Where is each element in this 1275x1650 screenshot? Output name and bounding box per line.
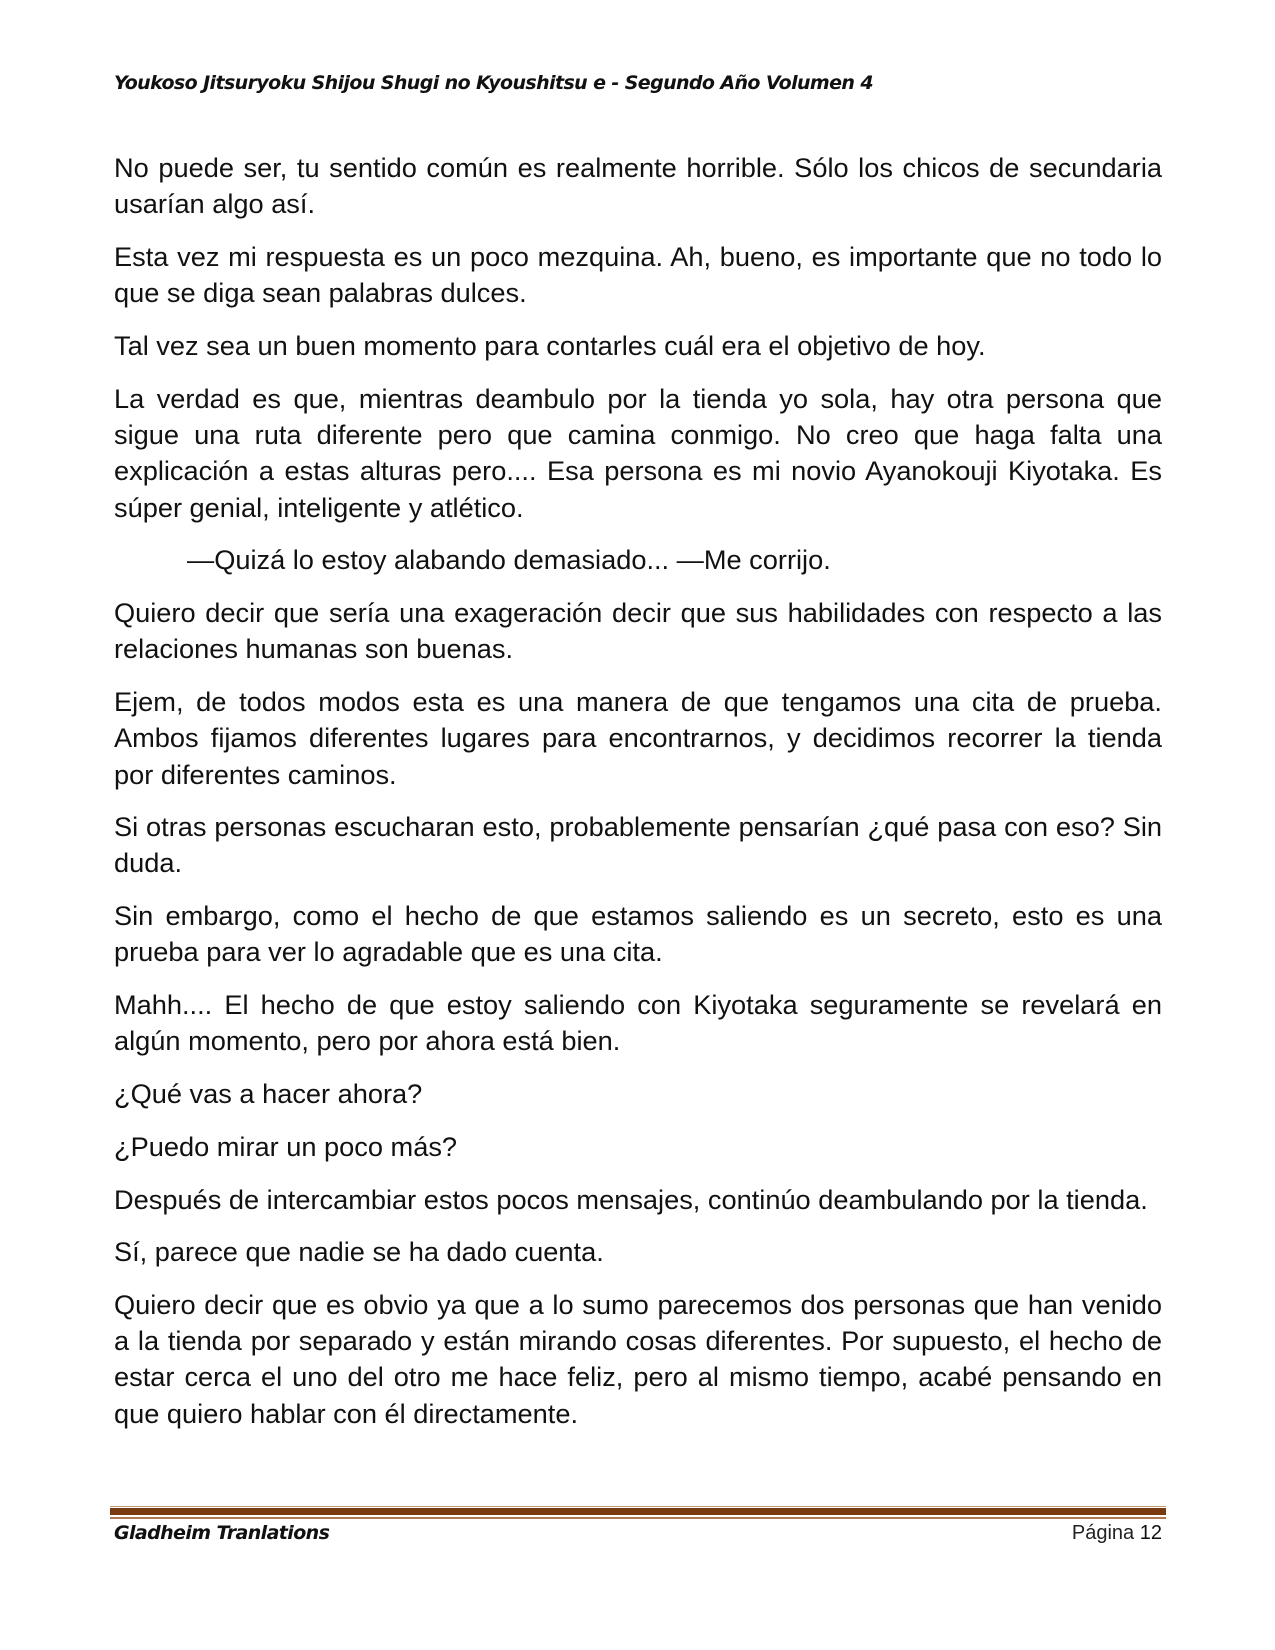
paragraph: Esta vez mi respuesta es un poco mezquina. Ah, bueno, es importante que no todo lo que se diga sean palabras dulces.: [114, 240, 1162, 309]
paragraph: Si otras personas escucharan esto, probablemente pensarían ¿qué pasa con eso? Sin duda.: [114, 811, 1162, 879]
paragraph: Ejem, de todos modos esta es una manera de que tengamos una cita de prueba. Ambos fijamos diferentes lugares para encontrarnos, y decidimos recorrer la tienda por diferentes caminos.: [114, 685, 1162, 790]
footer-credit: Gladheim Tranlations: [114, 1522, 330, 1544]
paragraph: Tal vez sea un buen momento para contarles cuál era el objetivo de hoy.: [114, 329, 986, 361]
paragraph: Sí, parece que nadie se ha dado cuenta.: [114, 1236, 604, 1268]
body-text: [114, 150, 1162, 1448]
paragraph: Sin embargo, como el hecho de que estamos saliendo es un secreto, esto es una prueba para ver lo agradable que es una cita.: [114, 900, 1162, 968]
paragraph: ¿Qué vas a hacer ahora?: [114, 1078, 423, 1110]
paragraph: Mahh.... El hecho de que estoy saliendo con Kiyotaka seguramente se revelará en algún momento, pero por ahora está bien.: [114, 989, 1162, 1057]
paragraph: No puede ser, tu sentido común es realmente horrible. Sólo los chicos de secundaria usarían algo así.: [114, 152, 1162, 220]
paragraph: Quiero decir que es obvio ya que a lo sumo parecemos dos personas que han venido a la tienda por separado y están mirando cosas diferentes. Por supuesto, el hecho de estar cerca el uno del otro me hace feliz, pero al mismo tiempo, acabé pensando en que quiero hablar con él directamente.: [114, 1288, 1162, 1429]
footer-rule-top: [110, 1506, 1166, 1507]
page-number: [1072, 1522, 1162, 1545]
footer-rule-bottom: [110, 1517, 1166, 1519]
paragraph: Después de intercambiar estos pocos mensajes, continúo deambulando por la tienda.: [114, 1183, 1148, 1215]
footer-rule: [110, 1508, 1166, 1515]
paragraph: Quiero decir que sería una exageración decir que sus habilidades con respecto a las relaciones humanas son buenas.: [114, 596, 1162, 665]
paragraph-indented: —Quizá lo estoy alabando demasiado... —Me corrijo.: [187, 544, 831, 576]
running-header: Youkoso Jitsuryoku Shijou Shugi no Kyoushitsu e - Segundo Año Volumen 4: [114, 72, 873, 94]
paragraph: ¿Puedo mirar un poco más?: [114, 1130, 458, 1162]
page-label: Página: [1071, 1522, 1135, 1544]
paragraph: La verdad es que, mientras deambulo por la tienda yo sola, hay otra persona que sigue una ruta diferente pero que camina conmigo. No creo que haga falta una explicación a estas alturas pero.... Esa persona es mi novio Ayanokouji Kiyotaka. Es súper genial, inteligente y atlético.: [114, 382, 1162, 523]
page-number-value: 12: [1139, 1522, 1162, 1544]
